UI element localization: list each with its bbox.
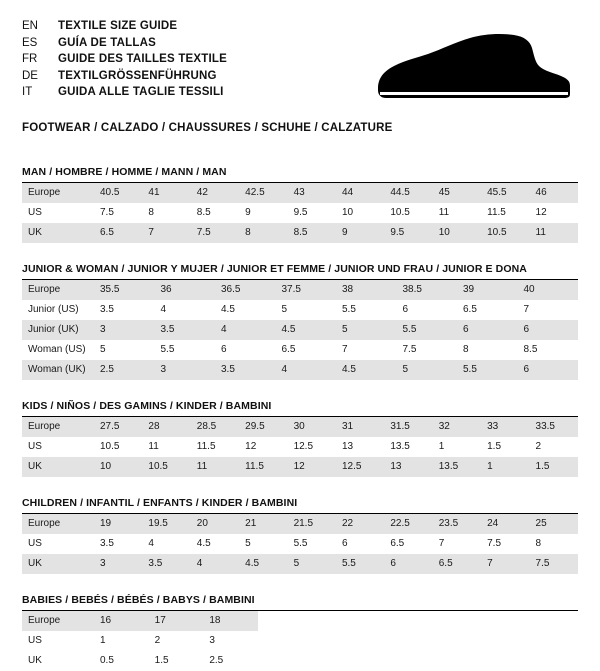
- cell: 4: [142, 534, 190, 554]
- table-row: [22, 183, 578, 203]
- cell: 2.5: [203, 651, 258, 671]
- cell: 11: [191, 457, 239, 477]
- row-label: Europe: [22, 280, 94, 300]
- cell: 28.5: [191, 417, 239, 437]
- cell: 38.5: [397, 280, 458, 300]
- cell: 24: [481, 514, 529, 534]
- cell: 11.5: [239, 457, 287, 477]
- cell: 44.5: [384, 183, 432, 203]
- cell: 36.5: [215, 280, 276, 300]
- row-label: US: [22, 631, 94, 651]
- cell: 11: [142, 437, 190, 457]
- table-row: [22, 320, 578, 340]
- size-table-children: [22, 514, 578, 574]
- cell: 6.5: [433, 554, 481, 574]
- cell: 8: [239, 223, 287, 243]
- footwear-section-title: FOOTWEAR / CALZADO / CHAUSSURES / SCHUHE / CALZATURE: [22, 122, 393, 134]
- table-row: [22, 223, 578, 243]
- language-title-list: [22, 18, 227, 101]
- size-group-children: [22, 497, 578, 574]
- size-group-man: [22, 166, 578, 243]
- cell: 12: [530, 203, 578, 223]
- cell: 19.5: [142, 514, 190, 534]
- group-title: JUNIOR & WOMAN / JUNIOR Y MUJER / JUNIOR ET FEMME / JUNIOR UND FRAU / JUNIOR E DONA: [22, 263, 527, 275]
- cell: 9: [239, 203, 287, 223]
- cell: 28: [142, 417, 190, 437]
- cell: 42: [191, 183, 239, 203]
- table-row: [22, 280, 578, 300]
- table-row: [22, 534, 578, 554]
- cell: 9: [336, 223, 384, 243]
- row-label: UK: [22, 457, 94, 477]
- cell: 6: [336, 534, 384, 554]
- row-label: Europe: [22, 611, 94, 631]
- size-table-man: [22, 183, 578, 243]
- cell: 4.5: [239, 554, 287, 574]
- cell: 4: [155, 300, 216, 320]
- cell: 30: [288, 417, 336, 437]
- cell: 3: [94, 320, 155, 340]
- cell: 41: [142, 183, 190, 203]
- cell: 5.5: [155, 340, 216, 360]
- cell: 21: [239, 514, 287, 534]
- row-label: Europe: [22, 417, 94, 437]
- cell: 18: [203, 611, 258, 631]
- cell: 21.5: [288, 514, 336, 534]
- cell: 38: [336, 280, 397, 300]
- language-title: TEXTILE SIZE GUIDE: [58, 20, 178, 32]
- language-title: GUÍA DE TALLAS: [58, 36, 156, 49]
- cell: 10: [433, 223, 481, 243]
- row-label: Woman (UK): [22, 360, 94, 380]
- cell: 16: [94, 611, 149, 631]
- cell: 3.5: [142, 554, 190, 574]
- row-label: Junior (UK): [22, 320, 94, 340]
- cell: 6: [518, 360, 579, 380]
- header: [22, 18, 578, 108]
- cell: 5: [276, 300, 337, 320]
- cell: 45.5: [481, 183, 529, 203]
- cell: 19: [94, 514, 142, 534]
- table-row: [22, 360, 578, 380]
- cell: 5: [336, 320, 397, 340]
- language-row: [22, 51, 227, 68]
- cell: 33: [481, 417, 529, 437]
- cell: 35.5: [94, 280, 155, 300]
- language-row: [22, 68, 227, 85]
- cell: 13: [336, 437, 384, 457]
- cell: 13: [384, 457, 432, 477]
- size-table-babies: [22, 611, 258, 671]
- cell: 10.5: [142, 457, 190, 477]
- language-title: GUIDA ALLE TAGLIE TESSILI: [58, 86, 224, 98]
- cell: 4.5: [336, 360, 397, 380]
- cell: 0.5: [94, 651, 149, 671]
- cell: 13.5: [384, 437, 432, 457]
- cell: 6: [215, 340, 276, 360]
- row-label: Europe: [22, 514, 94, 534]
- cell: 9.5: [384, 223, 432, 243]
- cell: 40: [518, 280, 579, 300]
- cell: 3: [94, 554, 142, 574]
- cell: 12.5: [336, 457, 384, 477]
- dress-shoe-icon: [372, 32, 572, 108]
- cell: 25: [530, 514, 578, 534]
- cell: 10: [94, 457, 142, 477]
- cell: 31: [336, 417, 384, 437]
- group-title: CHILDREN / INFANTIL / ENFANTS / KINDER / BAMBINI: [22, 497, 298, 509]
- row-label: UK: [22, 651, 94, 671]
- cell: 10: [336, 203, 384, 223]
- size-group-babies: [22, 594, 578, 671]
- cell: 33.5: [530, 417, 578, 437]
- cell: 5: [239, 534, 287, 554]
- cell: 11: [433, 203, 481, 223]
- row-label: UK: [22, 223, 94, 243]
- language-row: [22, 18, 227, 35]
- cell: 8: [457, 340, 518, 360]
- cell: 1.5: [481, 437, 529, 457]
- cell: 13.5: [433, 457, 481, 477]
- table-row: [22, 631, 258, 651]
- cell: 45: [433, 183, 481, 203]
- cell: 1: [481, 457, 529, 477]
- cell: 3.5: [155, 320, 216, 340]
- cell: 12: [239, 437, 287, 457]
- table-row: [22, 514, 578, 534]
- cell: 4: [276, 360, 337, 380]
- cell: 12.5: [288, 437, 336, 457]
- language-row: [22, 84, 227, 101]
- row-label: US: [22, 534, 94, 554]
- language-title: GUIDE DES TAILLES TEXTILE: [58, 53, 227, 65]
- cell: 5.5: [336, 554, 384, 574]
- cell: 22.5: [384, 514, 432, 534]
- cell: 10.5: [481, 223, 529, 243]
- cell: 8.5: [288, 223, 336, 243]
- cell: 17: [149, 611, 204, 631]
- language-code: DE: [22, 69, 38, 82]
- language-title: TEXTILGRÖSSENFÜHRUNG: [58, 69, 217, 82]
- table-row: [22, 437, 578, 457]
- cell: 3: [203, 631, 258, 651]
- group-title: KIDS / NIÑOS / DES GAMINS / KINDER / BAMBINI: [22, 400, 272, 412]
- cell: 46: [530, 183, 578, 203]
- cell: 7: [481, 554, 529, 574]
- cell: 9.5: [288, 203, 336, 223]
- cell: 8: [530, 534, 578, 554]
- cell: 4: [191, 554, 239, 574]
- language-code: IT: [22, 86, 33, 98]
- cell: 44: [336, 183, 384, 203]
- table-row: [22, 340, 578, 360]
- row-label: Junior (US): [22, 300, 94, 320]
- size-group-junior-woman: [22, 263, 578, 380]
- cell: 5: [94, 340, 155, 360]
- cell: 7.5: [94, 203, 142, 223]
- cell: 32: [433, 417, 481, 437]
- cell: 10.5: [384, 203, 432, 223]
- cell: 2: [530, 437, 578, 457]
- cell: 7.5: [481, 534, 529, 554]
- cell: 4.5: [215, 300, 276, 320]
- cell: 5: [397, 360, 458, 380]
- cell: 3: [155, 360, 216, 380]
- cell: 20: [191, 514, 239, 534]
- table-row: [22, 651, 258, 671]
- cell: 7.5: [530, 554, 578, 574]
- row-label: UK: [22, 554, 94, 574]
- cell: 7: [336, 340, 397, 360]
- cell: 3.5: [94, 534, 142, 554]
- size-table-junior-woman: [22, 280, 578, 380]
- cell: 29.5: [239, 417, 287, 437]
- language-row: [22, 35, 227, 52]
- cell: 6.5: [276, 340, 337, 360]
- table-row: [22, 457, 578, 477]
- cell: 11.5: [481, 203, 529, 223]
- row-label: US: [22, 437, 94, 457]
- cell: 37.5: [276, 280, 337, 300]
- cell: 42.5: [239, 183, 287, 203]
- cell: 43: [288, 183, 336, 203]
- table-row: [22, 554, 578, 574]
- cell: 6: [397, 300, 458, 320]
- group-title: MAN / HOMBRE / HOMME / MANN / MAN: [22, 166, 227, 178]
- row-label: US: [22, 203, 94, 223]
- cell: 5: [288, 554, 336, 574]
- cell: 1.5: [149, 651, 204, 671]
- size-table-kids: [22, 417, 578, 477]
- cell: 6.5: [457, 300, 518, 320]
- row-label: Europe: [22, 183, 94, 203]
- cell: 8: [142, 203, 190, 223]
- cell: 22: [336, 514, 384, 534]
- cell: 5.5: [457, 360, 518, 380]
- cell: 23.5: [433, 514, 481, 534]
- language-code: EN: [22, 20, 38, 32]
- table-row: [22, 417, 578, 437]
- table-row: [22, 611, 258, 631]
- cell: 7.5: [397, 340, 458, 360]
- cell: 12: [288, 457, 336, 477]
- cell: 3.5: [94, 300, 155, 320]
- cell: 1.5: [530, 457, 578, 477]
- cell: 11: [530, 223, 578, 243]
- language-title-list-body: [22, 18, 227, 101]
- cell: 2: [149, 631, 204, 651]
- table-row: [22, 300, 578, 320]
- table-row: [22, 203, 578, 223]
- cell: 5.5: [288, 534, 336, 554]
- cell: 7: [433, 534, 481, 554]
- cell: 5.5: [336, 300, 397, 320]
- cell: 39: [457, 280, 518, 300]
- cell: 6: [518, 320, 579, 340]
- language-code: ES: [22, 36, 38, 49]
- cell: 6: [384, 554, 432, 574]
- cell: 10.5: [94, 437, 142, 457]
- cell: 27.5: [94, 417, 142, 437]
- row-label: Woman (US): [22, 340, 94, 360]
- cell: 6.5: [384, 534, 432, 554]
- cell: 8.5: [518, 340, 579, 360]
- size-group-kids: [22, 400, 578, 477]
- cell: 36: [155, 280, 216, 300]
- cell: 7.5: [191, 223, 239, 243]
- cell: 8.5: [191, 203, 239, 223]
- cell: 1: [94, 631, 149, 651]
- cell: 40.5: [94, 183, 142, 203]
- cell: 6.5: [94, 223, 142, 243]
- cell: 5.5: [397, 320, 458, 340]
- cell: 2.5: [94, 360, 155, 380]
- cell: 4.5: [276, 320, 337, 340]
- cell: 31.5: [384, 417, 432, 437]
- group-title: BABIES / BEBÉS / BÉBÉS / BABYS / BAMBINI: [22, 594, 255, 606]
- cell: 4.5: [191, 534, 239, 554]
- language-code: FR: [22, 53, 38, 65]
- cell: 1: [433, 437, 481, 457]
- cell: 7: [518, 300, 579, 320]
- cell: 7: [142, 223, 190, 243]
- cell: 11.5: [191, 437, 239, 457]
- cell: 4: [215, 320, 276, 340]
- cell: 6: [457, 320, 518, 340]
- cell: 3.5: [215, 360, 276, 380]
